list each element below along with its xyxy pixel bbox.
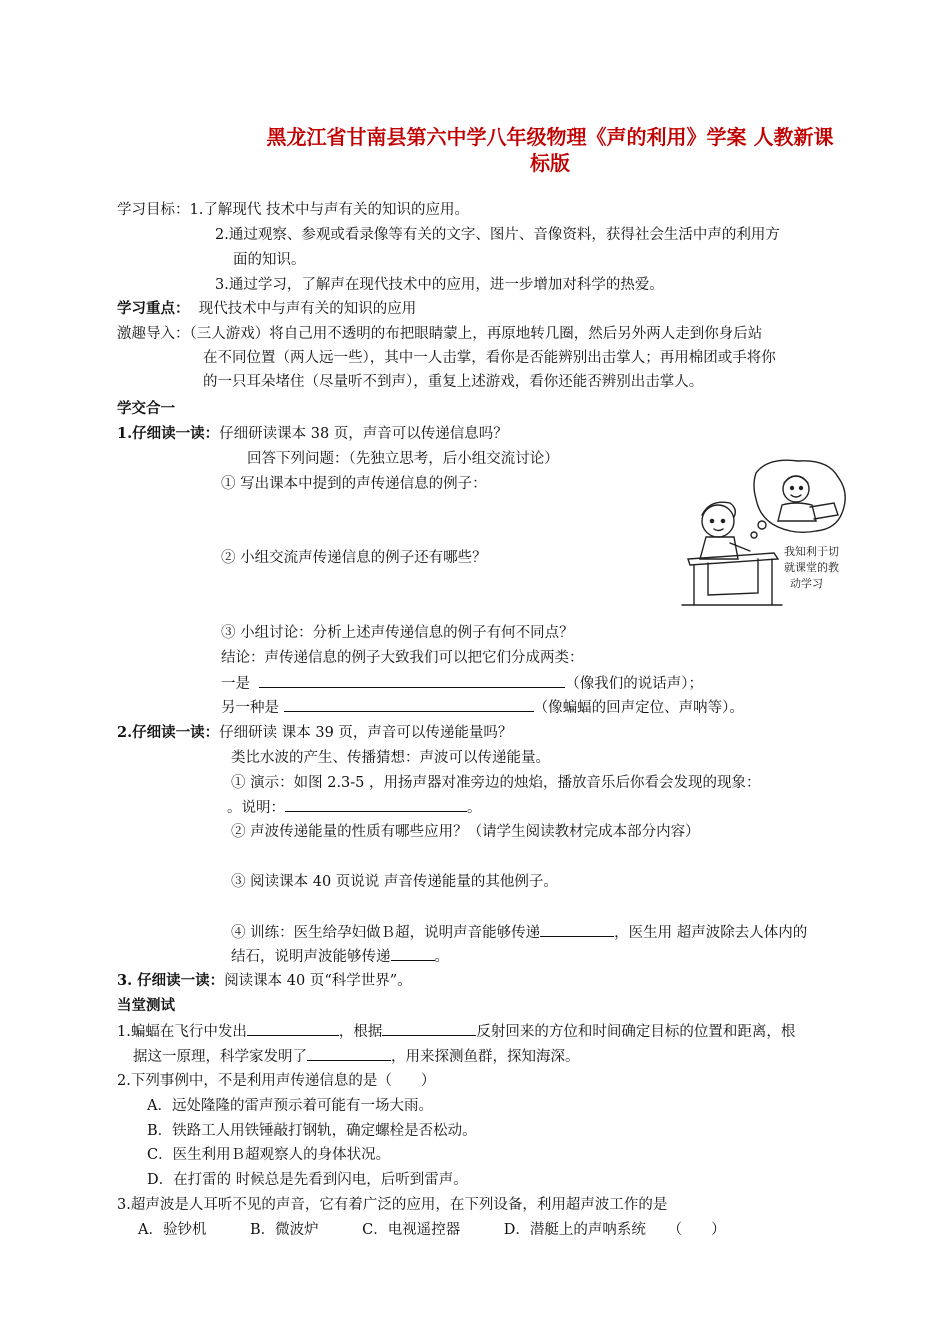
sketch-caption-3: 动学习: [790, 577, 823, 590]
training2-suffix: 。: [434, 949, 449, 965]
focus-text: 现代技术中与声有关的知识的应用: [198, 301, 417, 317]
test-question-1: [117, 1021, 795, 1042]
part1-type-2: [221, 697, 744, 718]
part1-type-1: [221, 673, 703, 694]
explain-prefix: 。说明：: [227, 800, 285, 816]
type1-blank[interactable]: [259, 673, 565, 688]
type2-prefix: 另一种是: [221, 700, 279, 716]
type2-blank[interactable]: [284, 697, 534, 712]
objective-2-continued: 面的知识。: [233, 252, 306, 268]
explain-suffix: 。: [467, 800, 482, 816]
q1-blank-3[interactable]: [307, 1046, 391, 1061]
part3-label: 3. 仔细读一读：: [117, 972, 225, 989]
q1-part-a: 1.蝙蝠在飞行中发出: [117, 1024, 247, 1040]
test-question-2: 2.下列事例中，不是利用声传递信息的是（ ）: [117, 1073, 436, 1089]
objective-2: 2.通过观察、参观或看录像等有关的文字、图片、音像资料，获得社会生活中声的利用方: [215, 227, 780, 243]
type1-prefix: 一是: [221, 676, 250, 692]
focus-label: 学习重点：: [117, 300, 190, 317]
type2-suffix: （像蝙蝠的回声定位、声呐等）。: [533, 700, 744, 716]
objectives-line-1: [117, 200, 469, 220]
part1-question-1: ① 写出课本中提到的声传递信息的例子：: [221, 476, 487, 492]
q2-option-b[interactable]: B．铁路工人用铁锤敲打钢轨，确定螺栓是否松动。: [147, 1123, 477, 1139]
intro-line-1: [117, 324, 762, 344]
sketch-caption-1: 我知利于切: [784, 545, 839, 558]
q2-option-c[interactable]: C．医生利用Ｂ超观察人的身体状况。: [147, 1147, 391, 1163]
q1-line2-a: 据这一原理，科学家发明了: [133, 1049, 307, 1065]
explain-blank[interactable]: [285, 797, 467, 812]
intro-text-1: （三人游戏）将自己用不透明的布把眼睛蒙上，再原地转几圈，然后另外两人走到你身后站: [189, 326, 763, 342]
part1-line: [117, 424, 508, 444]
test-question-1-continued: [133, 1046, 580, 1067]
q1-part-c: 反射回来的方位和时间确定目标的位置和距离，根: [476, 1024, 796, 1040]
objective-3: 3.通过学习，了解声在现代技术中的应用，进一步增加对科学的热爱。: [215, 277, 664, 293]
training2-prefix: 结石，说明声波能够传递: [231, 949, 391, 965]
part1-label: 1.仔细读一读：: [117, 425, 220, 442]
type1-suffix: （像我们的说话声）；: [565, 676, 703, 692]
q2-option-d[interactable]: D．在打雷的 时候总是先看到闪电，后听到雷声。: [147, 1172, 468, 1188]
intro-line-2: 在不同位置（两人远一些），其中一人击掌，看你是否能辨别出击掌人；再用棉团或手将你: [203, 350, 776, 366]
part2-training-continued: [231, 946, 449, 967]
part2-question-3: ③ 阅读课本 40 页说说 声音传递能量的其他例子。: [231, 874, 558, 890]
intro-line-3: 的一只耳朵堵住（尽量听不到声），重复上述游戏，看你还能否辨别出击掌人。: [203, 374, 704, 390]
part2-explain: [227, 797, 482, 818]
test-question-3: 3.超声波是人耳听不见的声音，它有着广泛的应用，在下列设备，利用超声波工作的是: [117, 1197, 668, 1213]
q1-blank-1[interactable]: [247, 1021, 339, 1036]
part2-training: [231, 922, 807, 943]
part2-text: 仔细研读 课本 39 页，声音可以传递能量吗？: [219, 725, 513, 741]
focus-line: [117, 299, 416, 319]
q3-options[interactable]: A．验钞机 B．微波炉 C．电视遥控器 D．潜艇上的声呐系统 （ ）: [138, 1222, 726, 1238]
q1-part-b: ，根据: [338, 1024, 383, 1040]
page-title-continued: 标版: [530, 151, 570, 175]
objectives-label: 学习目标：: [117, 202, 190, 218]
classroom-sketch-image: [678, 455, 856, 610]
page-title: 黑龙江省甘南县第六中学八年级物理《声的利用》学案 人教新课: [266, 125, 834, 149]
section-heading-xuejiao: 学交合一: [117, 400, 175, 417]
part1-question-3: ③ 小组讨论：分析上述声传递信息的例子有何不同点？: [221, 625, 574, 641]
part1-text: 仔细研读课本 38 页，声音可以传递信息吗？: [219, 426, 508, 442]
part2-line: [117, 723, 512, 743]
part2-question-2: ② 声波传递能量的性质有哪些应用？（请学生阅读教材完成本部分内容）: [231, 824, 700, 840]
q1-line2-b: ，用来探测鱼群，探知海深。: [391, 1049, 580, 1065]
training-middle: ，医生用 超声波除去人体内的: [614, 925, 808, 941]
part2-demo: ① 演示：如图 2.3-5 ，用扬声器对准旁边的烛焰，播放音乐后你看会发现的现象：: [231, 775, 761, 791]
sketch-caption-2: 就课堂的教: [784, 561, 839, 574]
part2-label: 2.仔细读一读：: [117, 724, 220, 741]
q1-blank-2[interactable]: [382, 1021, 476, 1036]
objective-1: 1.了解现代 技术中与声有关的知识的应用。: [189, 202, 469, 218]
part2-analogy: 类比水波的产生、传播猜想：声波可以传递能量。: [231, 750, 550, 766]
part1-question-2: ② 小组交流声传递信息的例子还有哪些？: [221, 550, 487, 566]
training-blank-1[interactable]: [540, 922, 614, 937]
training-prefix: ④ 训练：医生给孕妇做Ｂ超，说明声音能够传递: [231, 925, 541, 941]
part1-prompt: 回答下列问题：（先独立思考，后小组交流讨论）: [247, 451, 559, 467]
test-heading: 当堂测试: [117, 997, 175, 1014]
part1-conclusion: 结论：声传递信息的例子大致我们可以把它们分成两类：: [221, 650, 584, 666]
part3-line: [117, 971, 412, 991]
training-blank-2[interactable]: [391, 946, 435, 961]
q2-option-a[interactable]: A．远处隆隆的雷声预示着可能有一场大雨。: [147, 1098, 433, 1114]
part3-text: 阅读课本 40 页“科学世界”。: [224, 973, 412, 989]
intro-label: 激趣导入：: [117, 326, 190, 342]
